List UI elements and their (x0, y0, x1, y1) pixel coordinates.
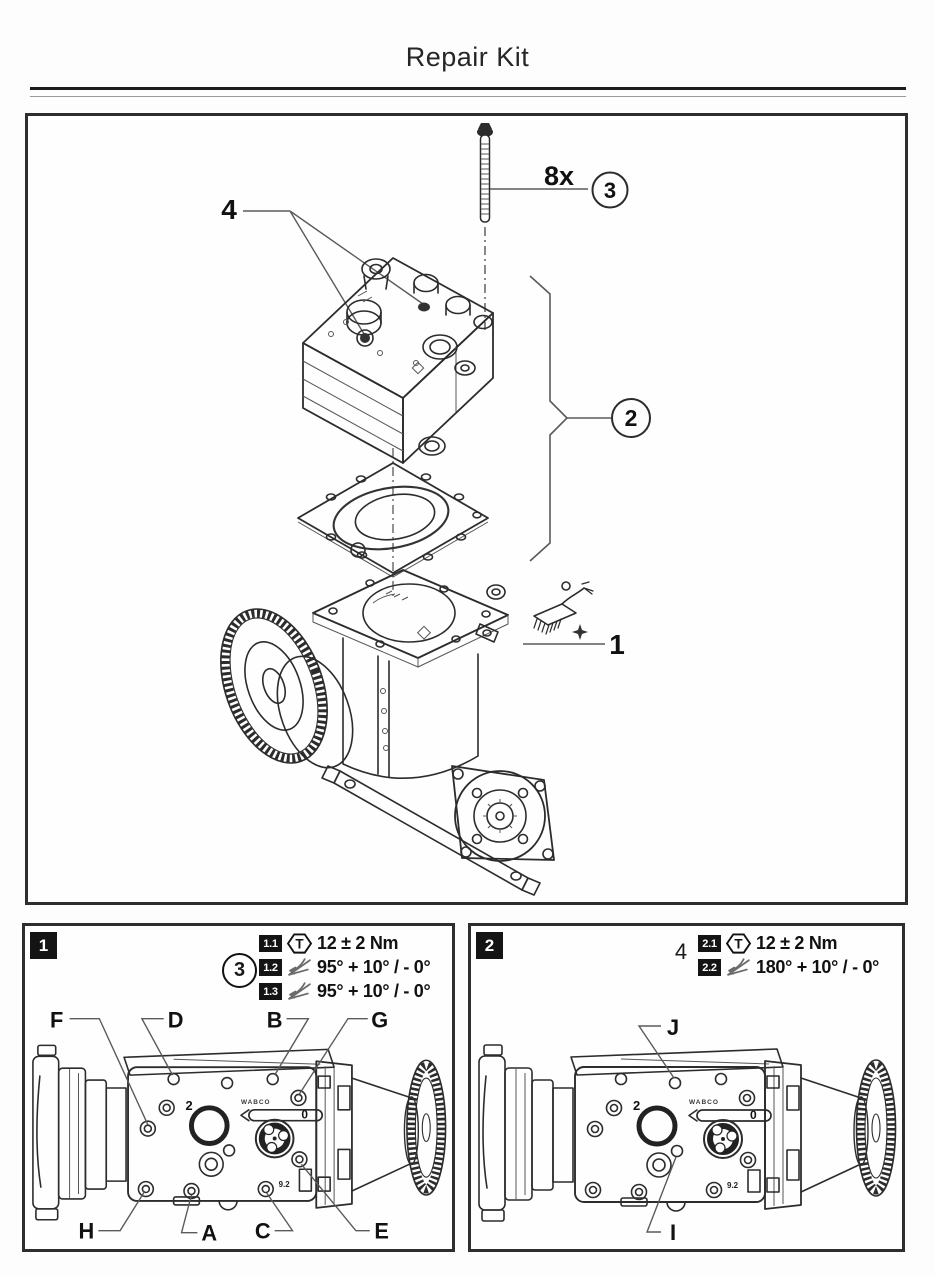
crankcase-drawing (201, 570, 554, 895)
svg-text:T: T (295, 936, 304, 952)
torque-value: 95° + 10° / - 0° (317, 981, 431, 1001)
page-title: Repair Kit (405, 42, 530, 72)
step-badge: 2.1 (698, 935, 721, 952)
exploded-view-drawing (28, 116, 905, 902)
panel-1-torque-table (259, 932, 430, 1003)
torque-row (259, 980, 430, 1003)
step-badge: 2.2 (698, 959, 721, 976)
panel-2-torque-table (698, 932, 879, 979)
step-badge: 1.2 (259, 959, 282, 976)
torque-value: 95° + 10° / - 0° (317, 957, 431, 977)
title-rule (30, 87, 906, 90)
torque-value: 12 ± 2 Nm (756, 933, 838, 953)
exploded-view-frame (25, 113, 908, 905)
callout-2-number: 2 (624, 405, 638, 431)
torque-panel-1 (22, 923, 455, 1252)
torque-row (259, 956, 430, 979)
bolt-label: F (50, 1007, 64, 1033)
bolt-label: B (266, 1007, 283, 1033)
panel-2-ref-label: 4 (674, 939, 688, 964)
bolt-label: E (374, 1218, 389, 1244)
bolt-label: H (78, 1218, 95, 1244)
panel-1-ref-circle: 3 (222, 953, 257, 988)
angle-tightening-icon (725, 956, 752, 979)
callout-4-number: 4 (221, 194, 237, 225)
bolt-label: G (371, 1007, 389, 1033)
panel-1-bolt-callouts (50, 1008, 389, 1246)
torque-hex-icon (286, 932, 313, 955)
torque-panel-2 (468, 923, 905, 1252)
bolt-label: D (167, 1007, 184, 1033)
drive-gear-drawing (201, 594, 367, 778)
svg-text:T: T (734, 936, 743, 952)
panel-2-badge: 2 (476, 932, 503, 959)
torque-row (259, 932, 430, 955)
bolt-drawing (477, 123, 493, 330)
bolt-label: A (201, 1220, 218, 1246)
front-flange-drawing (452, 766, 554, 861)
torque-row (698, 956, 879, 979)
angle-tightening-icon (286, 956, 313, 979)
flange-holes (329, 580, 490, 647)
step-badge: 1.1 (259, 935, 282, 952)
callout-3-number: 3 (603, 178, 617, 203)
callout-1-number: 1 (609, 629, 625, 660)
panel-1-badge: 1 (30, 932, 57, 959)
bolt-label: I (669, 1220, 677, 1245)
cleaning-brush-icon (534, 582, 593, 640)
torque-value: 180° + 10° / - 0° (756, 957, 880, 977)
mounting-rail-drawing (322, 766, 540, 895)
bolt-qty-label: 8x (544, 161, 575, 191)
bolt-label: C (254, 1218, 271, 1244)
torque-hex-icon (725, 932, 752, 955)
cylinder-head-drawing (303, 258, 493, 463)
angle-tightening-icon (286, 980, 313, 1003)
torque-row (698, 932, 879, 955)
bolt-label: J (666, 1015, 680, 1040)
title-rule-secondary (30, 96, 906, 97)
step-badge: 1.3 (259, 983, 282, 1000)
torque-value: 12 ± 2 Nm (317, 933, 399, 953)
